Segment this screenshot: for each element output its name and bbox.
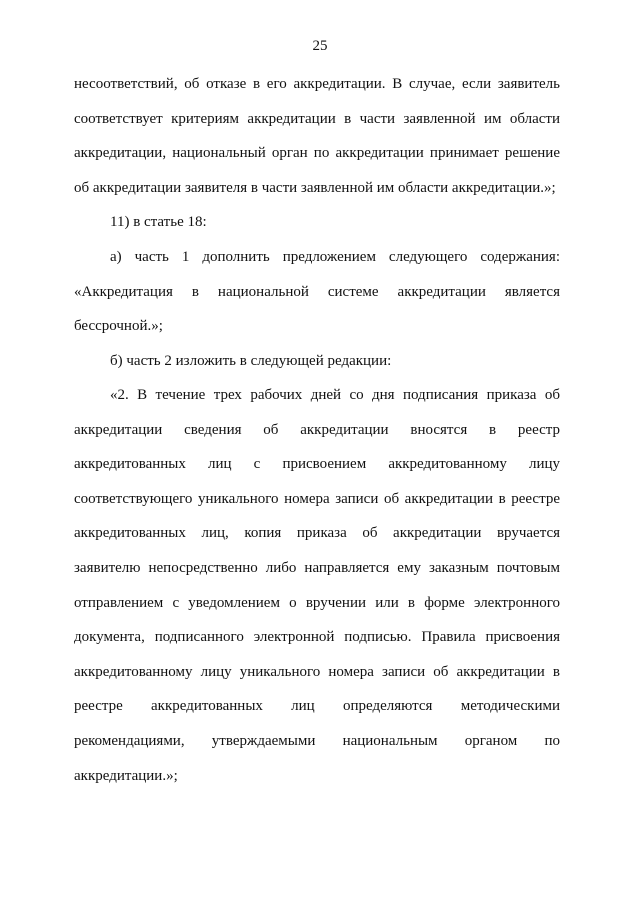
text-line: аккредитации, национальный орган по аккредитации принимает решение xyxy=(74,145,560,162)
paragraph-item-11 xyxy=(74,205,560,240)
text-line: аккредитованных лиц с присвоением аккредитованному лицу xyxy=(74,456,560,473)
text-line: «2. В течение трех рабочих дней со дня подписания приказа об xyxy=(110,387,560,403)
text-line: бессрочной.»; xyxy=(74,318,163,335)
text-line: соответствующего уникального номера записи об аккредитации в реестре xyxy=(74,490,560,507)
paragraph-subitem-a xyxy=(74,240,560,344)
text-line: об аккредитации заявителя в части заявленной им области аккредитации.»; xyxy=(74,179,556,196)
text-line: несоответствий, об отказе в его аккредитации. В случае, если заявитель xyxy=(74,76,560,92)
text-line: «Аккредитация в национальной системе аккредитации является xyxy=(74,283,560,300)
text-line: отправлением с уведомлением о вручении или в форме электронного xyxy=(74,594,560,611)
paragraph-subitem-b xyxy=(74,344,560,379)
text-line: 11) в статье 18: xyxy=(110,214,207,230)
text-line: рекомендациями, утверждаемыми национальным органом по xyxy=(74,732,560,749)
text-line: аккредитации сведения об аккредитации вносятся в реестр xyxy=(74,421,560,438)
text-line: аккредитации.»; xyxy=(74,767,178,784)
page-number: 25 xyxy=(312,38,328,54)
text-line: реестре аккредитованных лиц определяются методическими xyxy=(74,698,560,715)
text-line: б) часть 2 изложить в следующей редакции: xyxy=(110,353,392,369)
text-line: аккредитованному лицу уникального номера записи об аккредитации в xyxy=(74,663,560,680)
text-line: соответствует критериям аккредитации в части заявленной им области xyxy=(74,110,560,127)
paragraph-continuation xyxy=(74,67,560,205)
text-line: заявителю непосредственно либо направляется ему заказным почтовым xyxy=(74,559,560,576)
text-line: документа, подписанного электронной подписью. Правила присвоения xyxy=(74,629,560,646)
text-line: аккредитованных лиц, копия приказа об аккредитации вручается xyxy=(74,525,560,542)
paragraph-quoted-part-2 xyxy=(74,378,560,793)
text-line: а) часть 1 дополнить предложением следующего содержания: xyxy=(110,249,560,265)
